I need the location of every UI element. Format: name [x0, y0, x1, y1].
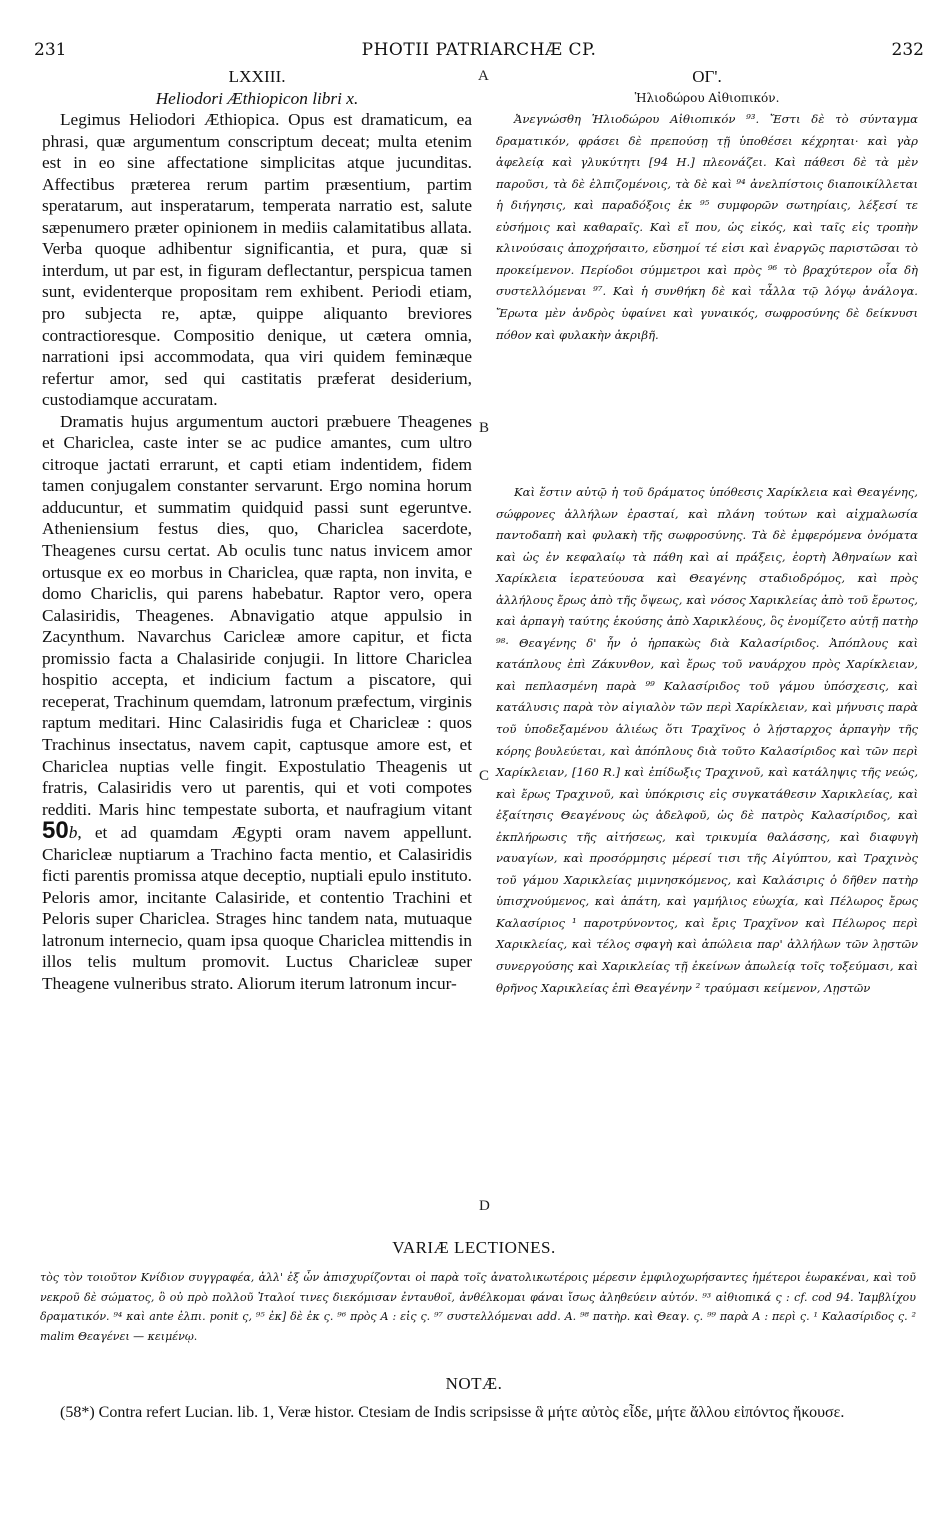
latin-chapter-title: Heliodori Æthiopicon libri x.: [155, 88, 359, 108]
greek-column: [496, 66, 918, 346]
margin-letter-d: D: [479, 1198, 490, 1214]
greek-paragraph-2: Καὶ ἔστιν αὐτῷ ἡ τοῦ δράματος ὑπόθεσις Χαρίκλεια καὶ Θεαγένης, σώφρονες ἀλλήλων ἐρασταί, καὶ πλάνη τούτων καὶ αἰχμαλωσία παντοδαπὴ καὶ φυλακὴ τῆς σωφροσύνης. Τὰ δὲ ἐμφερόμενα ὀνόματα καὶ ὡς ἐν κεφαλαίῳ τὰ πάθη καὶ αἱ πράξεις, ἑορτὴ Ἀθηναίων καὶ Χαρίκλεια ἱερατεύουσα καὶ Θεαγένης σταδιοδρόμος, καὶ πρὸς ἀλλήλους ἔρως ἀπὸ τῆς ὄψεως, καὶ νόσος Χαρικλείας ἀπὸ τοῦ ἔρωτος, καὶ ἁρπαγὴ ταύτης ἑκούσης ἀπὸ Χαρικλέους, ὃς ἐνομίζετο αὐτῇ πατὴρ ⁹⁸· Θεαγένης δ' ἦν ὁ ἡρπακὼς διὰ Καλασίριδος. Ἀπόπλους καὶ κατάπλους ἐπὶ Ζάκυνθον, καὶ ἔρως τοῦ ναυάρχου πρὸς Χαρίκλειαν, καὶ πεπλασμένη παρὰ ⁹⁹ Καλασίριδος τοῦ γάμου ὑπόσχεσις, καὶ κατάλυσις παρὰ τὸν αἰγιαλὸν τῶν περὶ Χαρίκλειαν, καὶ μήνυσις παρὰ τοῦ ὑποδεξαμένου ἁλιέως ὅτι Τραχῖνος ὁ λῄσταρχος ἁρπαγὴν τῆς κόρης βουλεύεται, καὶ ἀπόπλους διὰ τοῦτο Καλασίριδος καὶ τῶν περὶ Χαρίκλειαν, [160 R.] καὶ ἐπίδωξις Τραχινοῦ, καὶ κατάληψις τῆς νεώς, καὶ ἔρως Τραχινοῦ, καὶ ὑπόκρισις εἰς συγκατάθεσιν Χαρικλείας, καὶ ἐξαίτησις Θεαγένους ὡς ἀδελφοῦ, ὡς δὲ πατρὸς Καλασίριδος, καὶ ἐκπλήρωσις τῆς αἰτήσεως, καὶ τρικυμία θαλάσσης, καὶ διαφυγὴ ναυαγίων, καὶ προσόρμησις μέρεσί τισι τῆς Αἰγύπτου, καὶ Τραχινὸς τοῦ γάμου Χαρικλείας μιμνησκόμενος, καὶ Καλάσιρις ὁ δῆθεν πατὴρ ὑπισχνούμενος, καὶ ἀπάτη, καὶ γαμήλιος εὐωχία, καὶ Πέλωρος ἔρως Καλασίριος ¹ παροτρύνοντος, καὶ ἔρις Τραχῖνον καὶ Πέλωρος περὶ Χαρικλείας, καὶ τέλος σφαγὴ καὶ ἀπώλεια παρ' ἀλλήλων τῶν λῃστῶν συνεργούσης καὶ Χαρικλείας τῇ ἐκείνων ἀπωλείᾳ τοῖς τοξεύμασι, καὶ θρῆνος Χαρικλείας ἐπὶ Θεαγένην ² τραύμασι κείμενον, Λῃστῶν: [496, 485, 918, 995]
page-number-right: 232: [891, 40, 924, 60]
folio-reference-mark: 50: [42, 817, 69, 845]
latin-paragraph-1: Legimus Heliodori Æthiopica. Opus est dramaticum, ea phrasi, quæ argumentum conscriptum deceat; multa etenim est in eo sine affectatione simplicitas atque jucunditas. Affectibus præterea rerum partim præsentium, partim speratarum, aut insperatarum, temperata narratio est, salute sæpenumero præter opinionem in mediis calamitatibus allata. Verba quoque adhibentur significantia, et pura, quæ si interdum, ut par est, in figuram deflectantur, perspicua tamen sunt, evidenterque propositam rem exhibent. Periodi etiam, pro subjecta re, aptæ, quippe aliquanto breviores contractioresque. Compositio denique, ut cætera omnia, narrationi ipsi accommodata, qua viri quidem feminæque refertur amor, sed qui castitatis præferat desiderium, custodiamque accuratam.: [42, 110, 472, 410]
margin-letter-b: B: [479, 420, 490, 436]
notae-text: (58*) Contra refert Lucian. lib. 1, Veræ histor. Ctesiam de Indis scripsisse ἃ μήτε αὐτὸς εἶδε, μήτε ἄλλου εἰπόντος ἤκουσε.: [60, 1404, 845, 1421]
page-number-left: 231: [34, 40, 67, 60]
running-title: PHOTII PATRIARCHÆ CP.: [361, 40, 597, 60]
latin-paragraph-2: [42, 411, 472, 995]
greek-chapter-number: ΟΓ'.: [692, 67, 722, 86]
notae-block: [40, 1402, 916, 1424]
latin-paragraph-2-continued: , et ad quamdam Ægypti oram navem appellunt. Chariclеæ nuptiarum a Trachino facta mentio, et Calasiridis ficti parentis promissa atque deceptio, nuptiali epulo instituto. Peloris amor, incitante Calasiride, et contentio Trachini et Peloris super Chariclea. Strages hinc tandem nata, mutuaque latronum internecio, quam ipsa quoque Chariclea mittendis in illos telis multum promovit. Luctus Chariclеæ super Theagene vulneribus strato. Aliorum iterum latronum incur-: [42, 823, 472, 993]
margin-letter-c: C: [479, 768, 490, 784]
greek-paragraph-2-block: [496, 482, 918, 999]
variae-lectiones-heading: VARIÆ LECTIONES.: [392, 1238, 556, 1257]
variae-lectiones-text: τὸς τὸν τοιοῦτον Κνίδιον συγγραφέα, ἀλλ' ἐξ ὧν ἀπισχυρίζονται οἱ παρὰ τοῖς ἀνατολικωτέροις μέρεσιν ἐμφιλοχωρήσαντες ἡμέτεροι ἑωρακέναι, καὶ τοῦ νεκροῦ δὲ σώματος, ὃ οὐ πρὸ πολλοῦ Ἰταλοί τινες διεκόμισαν ἐνταυθοῖ, ἀνθέλκομαι φάναι ἴσως ἀληθεύειν αὐτόν. ⁹³ αἰθιοπικά ς : cf. cod 94. Ἰαμβλίχου δραματικόν. ⁹⁴ καὶ ante ἐλπι. ponit ς, ⁹⁵ ἐκ] δὲ ἐκ ς. ⁹⁶ πρὸς A : εἰς ς. ⁹⁷ συστελλόμεναι add. A. ⁹⁸ πατὴρ. καὶ Θεαγ. ς. ⁹⁹ παρὰ A : περὶ ς. ¹ Καλασίριδος ς. ² malim Θεαγένει — κειμένῳ.: [40, 1271, 916, 1343]
latin-paragraph-2-text: Dramatis hujus argumentum auctori præbuere Theagenes et Chariclea, caste inter se ac pudice amantes, cum ultro citroque jactati errarunt, et capti etiam indentidem, fidem tamen conjugalem constanter servarunt. Ergo nomina horum adducuntur, et summatim quidquid passi sunt egeruntve. Atheniensium festus dies, quo, Chariclea sacerdote, Theagenes cursu certat. Ab oculis tunc natus invicem amor ortusque ex eo morbus in Chariclea, quæ rapta, non invita, e domo Chariclis, qui parens habebatur. Raptor vero, opera Calasiridis, Theagenes. Abnavigatio atque appulsio in Zacynthum. Navarchus Cariclеæ amore capitur, et ficta promissio facta a Chalasiride conjugii. In littore Chariclea hospitio accepta, et indicium factum a piscatore, qui receperat, Trachinum quemdam, latronum præfectum, virginis raptum meditari. Hinc Calasiridis fuga et Chariclеæ : quos Trachinus insectatus, navem capit, captusque amore est, et Chariclea nuptias velle fingit. Expostulatio Theagenis ut fratris, Calasiridis vero ut parentis, qui et voti compotes redditi. Maris hinc tempestate suborta, et naufragium vitant: [42, 411, 472, 819]
greek-chapter-title: Ἡλιοδώρου Αἰθιοπικόν.: [634, 90, 780, 105]
running-header: [34, 40, 924, 64]
margin-letter-a: A: [478, 68, 489, 84]
latin-column: [42, 66, 472, 995]
latin-paragraph: [42, 109, 472, 994]
greek-paragraph: [496, 109, 918, 346]
notae-heading: NOTÆ.: [445, 1374, 503, 1393]
greek-paragraph-1: Ἀνεγνώσθη Ἡλιοδώρου Αἰθιοπικόν ⁹³. Ἔστι δὲ τὸ σύνταγμα δραματικόν, φράσει δὲ πρεπούσῃ τῇ ὑποθέσει κέχρηται· καὶ γὰρ ἀφελείᾳ καὶ γλυκύτητι [94 H.] πλεονάζει. Καὶ πάθεσι δὲ τὰ μὲν παροῦσι, τὰ δὲ ἐλπιζομένοις, τὰ δὲ καὶ ⁹⁴ ἀνελπίστοις διαποικίλλεται ἡ διήγησις, καὶ παραδόξοις ἐκ ⁹⁵ συμφορῶν σωτηρίαις, λέξεσί τε εὐσήμοις καὶ καθαραῖς. Καὶ εἴ που, ὡς εἰκός, καὶ ταῖς εἰς τροπὴν κλινούσαις ἀποχρήσαιτο, εὔσημοί τέ εἰσι καὶ ἐναργῶς παριστῶσαι τὸ προκείμενον. Περίοδοι σύμμετροι καὶ πρὸς ⁹⁶ τὸ βραχύτερον οἷα δὴ συστελλόμεναι ⁹⁷. Καὶ ἡ συνθήκη δὲ καὶ τἆλλα τῷ λόγῳ ἀνάλογα. Ἔρωτα μὲν ἀνδρὸς ὑφαίνει καὶ γυναικός, σωφροσύνης δὲ δείκνυσι πόθον καὶ φυλακὴν ἀκριβῆ.: [496, 112, 918, 342]
latin-chapter-number: LXXIII.: [228, 67, 286, 86]
folio-reference-suffix: b: [68, 823, 78, 843]
